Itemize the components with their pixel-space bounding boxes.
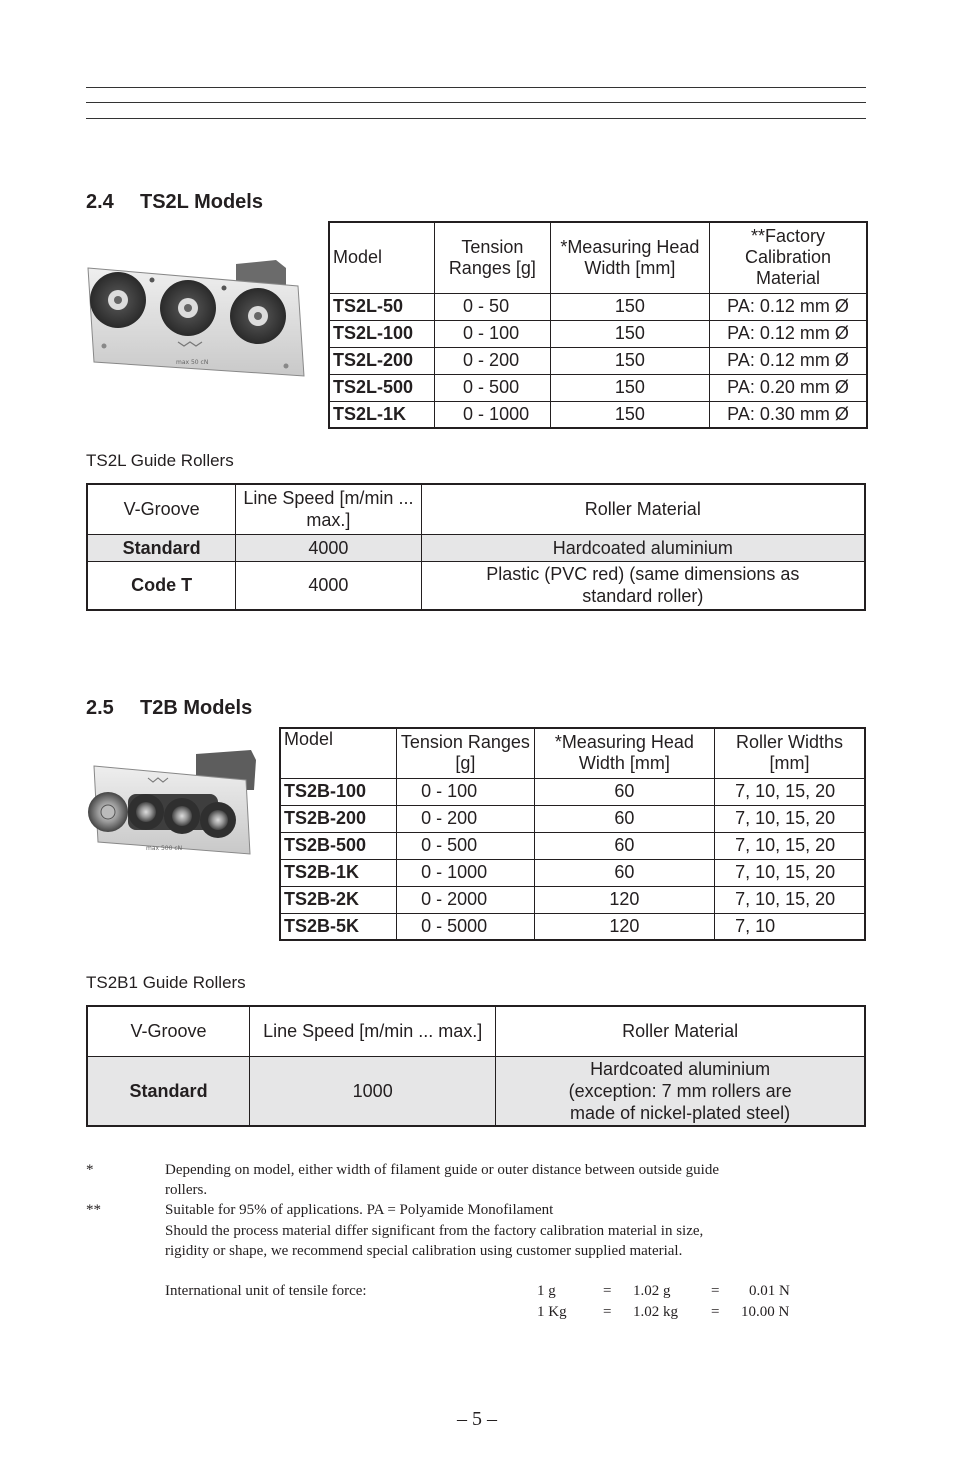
conversion-equals: = [711, 1304, 720, 1320]
vgroove-cell: Standard [87, 1056, 250, 1126]
table-row [329, 401, 867, 428]
conversion-equals: = [603, 1283, 612, 1299]
roller-width-cell: 7, 10, 15, 20 [715, 832, 865, 859]
roller-width-cell: 7, 10, 15, 20 [715, 805, 865, 832]
page-number: – 5 – [457, 1408, 497, 1430]
footnote-text: Suitable for 95% of applications. PA = Polyamide Monofilament [165, 1202, 554, 1218]
t2b-models-table [279, 727, 866, 941]
width-cell: 60 [534, 832, 714, 859]
column-header: Tension Ranges [g] [435, 222, 551, 293]
section-title: TS2L Models [140, 191, 263, 213]
roller-width-cell: 7, 10, 15, 20 [715, 886, 865, 913]
conversion-value: 1 Kg [537, 1304, 567, 1320]
table-row [280, 832, 865, 859]
tension-cell: 0 - 100 [435, 320, 551, 347]
column-header: V-Groove [87, 1006, 250, 1056]
width-cell: 60 [534, 778, 714, 805]
model-cell: TS2B-2K [280, 886, 397, 913]
column-header: Line Speed [m/min ... max.] [236, 484, 421, 534]
t2b-device-photo [86, 750, 258, 862]
model-cell: TS2L-50 [329, 293, 435, 320]
tension-cell: 0 - 200 [397, 805, 535, 832]
width-cell: 150 [550, 374, 709, 401]
calibration-cell: PA: 0.12 mm Ø [710, 320, 867, 347]
roller-width-cell: 7, 10 [715, 913, 865, 940]
table-row [329, 347, 867, 374]
table-row [329, 374, 867, 401]
photo-label: max 50 cN [176, 359, 209, 366]
column-header: Model [280, 728, 397, 778]
table-row [329, 320, 867, 347]
column-header: Tension Ranges [g] [397, 728, 535, 778]
conversion-value: 1.02 g [633, 1283, 671, 1299]
column-header: **Factory Calibration Material [710, 222, 867, 293]
calibration-cell: PA: 0.12 mm Ø [710, 293, 867, 320]
header-rule-top [86, 87, 866, 88]
material-cell: Hardcoated aluminium (exception: 7 mm rollers are made of nickel-plated steel) [496, 1056, 865, 1126]
tension-cell: 0 - 2000 [397, 886, 535, 913]
conversion-value: 0.01 N [749, 1283, 790, 1299]
width-cell: 120 [534, 886, 714, 913]
table-row [280, 778, 865, 805]
tension-cell: 0 - 1000 [435, 401, 551, 428]
width-cell: 150 [550, 401, 709, 428]
section-number: 2.4 [86, 191, 114, 213]
model-cell: TS2L-200 [329, 347, 435, 374]
model-cell: TS2B-100 [280, 778, 397, 805]
tension-cell: 0 - 500 [435, 374, 551, 401]
roller-width-cell: 7, 10, 15, 20 [715, 859, 865, 886]
column-header: Line Speed [m/min ... max.] [250, 1006, 496, 1056]
width-cell: 120 [534, 913, 714, 940]
column-header: Roller Material [496, 1006, 865, 1056]
speed-cell: 1000 [250, 1056, 496, 1126]
table-row [87, 534, 865, 561]
conversion-equals: = [711, 1283, 720, 1299]
header-rule-bottom [86, 118, 866, 119]
table-row [280, 886, 865, 913]
section-2-4-heading [86, 191, 263, 214]
vgroove-cell: Standard [87, 534, 236, 561]
header-rule-middle [86, 102, 866, 103]
ts2b1-rollers-heading: TS2B1 Guide Rollers [86, 973, 246, 992]
footnote-text: Depending on model, either width of filament guide or outer distance between outside guide rollers. [165, 1162, 720, 1198]
tension-cell: 0 - 1000 [397, 859, 535, 886]
ts2l-rollers-heading: TS2L Guide Rollers [86, 451, 234, 470]
width-cell: 150 [550, 293, 709, 320]
width-cell: 150 [550, 320, 709, 347]
table-row [87, 1056, 865, 1126]
width-cell: 60 [534, 805, 714, 832]
model-cell: TS2L-100 [329, 320, 435, 347]
conversion-label: International unit of tensile force: [165, 1283, 367, 1299]
model-cell: TS2B-1K [280, 859, 397, 886]
tension-cell: 0 - 100 [397, 778, 535, 805]
column-header: Model [329, 222, 435, 293]
tension-cell: 0 - 200 [435, 347, 551, 374]
model-cell: TS2B-200 [280, 805, 397, 832]
table-row [87, 561, 865, 610]
photo-label: max 500 cN [146, 845, 183, 852]
width-cell: 60 [534, 859, 714, 886]
conversion-equals: = [603, 1304, 612, 1320]
column-header: *Measuring Head Width [mm] [550, 222, 709, 293]
section-title: T2B Models [140, 697, 253, 719]
conversion-value: 1 g [537, 1283, 556, 1299]
column-header: Roller Material [421, 484, 865, 534]
material-cell: Hardcoated aluminium [421, 534, 865, 561]
model-cell: TS2L-1K [329, 401, 435, 428]
model-cell: TS2B-500 [280, 832, 397, 859]
table-row [329, 293, 867, 320]
footnote-mark: * [86, 1162, 94, 1178]
ts2b1-rollers-table [86, 1005, 866, 1127]
table-row [280, 805, 865, 832]
section-number: 2.5 [86, 697, 114, 719]
roller-width-cell: 7, 10, 15, 20 [715, 778, 865, 805]
column-header: V-Groove [87, 484, 236, 534]
tension-cell: 0 - 500 [397, 832, 535, 859]
ts2l-device-photo [86, 258, 308, 384]
conversion-value: 1.02 kg [633, 1304, 678, 1320]
column-header: *Measuring Head Width [mm] [534, 728, 714, 778]
calibration-note: Should the process material differ significant from the factory calibration material in size, rigidity or shape, we recommend special calibration using customer supplied material. [165, 1223, 704, 1259]
table-row [280, 859, 865, 886]
model-cell: TS2L-500 [329, 374, 435, 401]
footnote-mark: ** [86, 1202, 101, 1218]
calibration-cell: PA: 0.20 mm Ø [710, 374, 867, 401]
speed-cell: 4000 [236, 534, 421, 561]
section-2-5-heading [86, 697, 252, 720]
ts2l-models-table [328, 221, 868, 429]
table-row [280, 913, 865, 940]
conversion-value: 10.00 N [741, 1304, 790, 1320]
tension-cell: 0 - 5000 [397, 913, 535, 940]
calibration-cell: PA: 0.30 mm Ø [710, 401, 867, 428]
material-cell: Plastic (PVC red) (same dimensions as standard roller) [421, 561, 865, 610]
width-cell: 150 [550, 347, 709, 374]
model-cell: TS2B-5K [280, 913, 397, 940]
vgroove-cell: Code T [87, 561, 236, 610]
column-header: Roller Widths [mm] [715, 728, 865, 778]
tension-cell: 0 - 50 [435, 293, 551, 320]
speed-cell: 4000 [236, 561, 421, 610]
ts2l-rollers-table [86, 483, 866, 611]
calibration-cell: PA: 0.12 mm Ø [710, 347, 867, 374]
